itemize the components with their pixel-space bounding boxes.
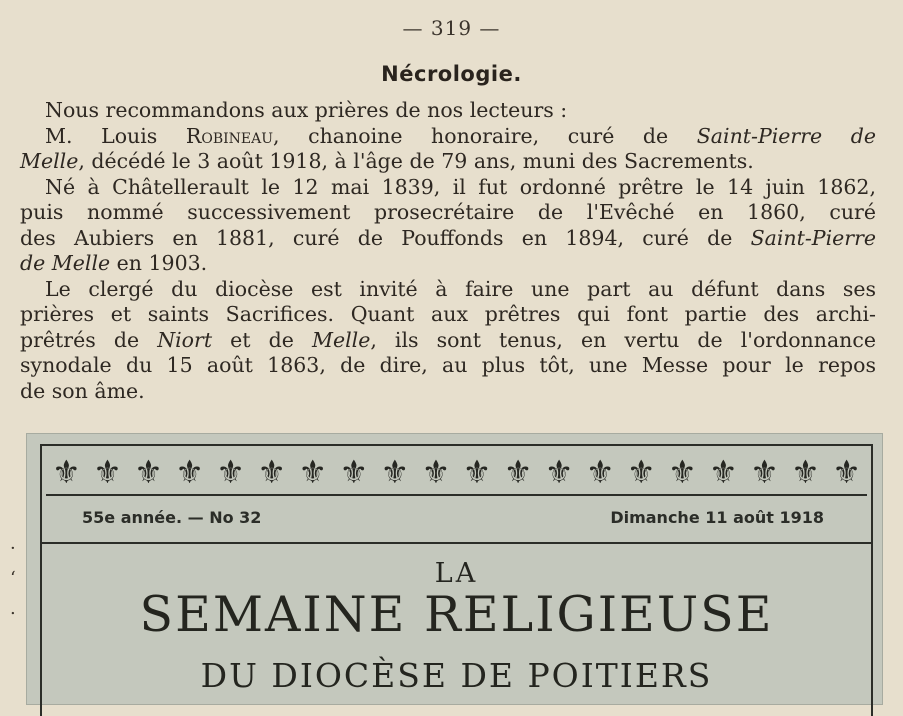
fleur-de-lis-border bbox=[46, 452, 867, 496]
p3-line4: synodale du 15 août 1863, de dire, au plus tôt, une Messe pour le repos bbox=[20, 353, 876, 377]
fleur-de-lis-icon: ⚜ bbox=[339, 453, 369, 491]
intro-line: Nous recommandons aux prières de nos lecteurs : bbox=[45, 98, 568, 122]
publication-subtitle: DU DIOCÈSE DE POITIERS bbox=[200, 656, 713, 695]
fleur-de-lis-icon: ⚜ bbox=[134, 453, 163, 491]
p2-line4: de Melle en 1903. bbox=[20, 251, 208, 275]
issue-info-row bbox=[82, 508, 824, 527]
left-margin-marks: · ‘ . bbox=[10, 538, 16, 619]
header-rule bbox=[42, 542, 871, 544]
article-body bbox=[20, 98, 876, 404]
fleur-de-lis-icon: ⚜ bbox=[462, 453, 492, 491]
fleur-de-lis-icon: ⚜ bbox=[216, 453, 245, 491]
issue-date: Dimanche 11 août 1918 bbox=[610, 508, 824, 527]
fleur-de-lis-icon: ⚜ bbox=[626, 453, 656, 491]
fleur-de-lis-icon: ⚜ bbox=[709, 453, 738, 491]
page-number: — 319 — bbox=[402, 16, 501, 40]
issue-number: 55e année. — No 32 bbox=[82, 508, 262, 527]
p3-line3: prêtrés de Niort et de Melle, ils sont tenus, en vertu de l'ordonnance bbox=[20, 327, 876, 352]
publication-title: SEMAINE RELIGIEUSE bbox=[139, 586, 774, 643]
fleur-de-lis-icon: ⚜ bbox=[832, 453, 861, 491]
fleur-de-lis-icon: ⚜ bbox=[791, 453, 820, 491]
p1-line2: Melle, décédé le 3 août 1918, à l'âge de 79 ans, muni des Sacrements. bbox=[20, 149, 754, 173]
fleur-de-lis-icon: ⚜ bbox=[93, 453, 122, 491]
p3-line5: de son âme. bbox=[20, 378, 145, 403]
p3-line2: prières et saints Sacrifices. Quant aux prêtres qui font partie des archi- bbox=[20, 302, 876, 326]
p3-line1: Le clergé du diocèse est invité à faire une part au défunt dans ses bbox=[45, 276, 876, 301]
publication-article: LA bbox=[434, 558, 479, 589]
fleur-de-lis-icon: ⚜ bbox=[421, 453, 451, 491]
p2-line1: Né à Châtellerault le 12 mai 1839, il fut ordonné prêtre le 14 juin 1862, bbox=[45, 174, 876, 199]
fleur-de-lis-icon: ⚜ bbox=[175, 453, 204, 491]
fleur-de-lis-icon: ⚜ bbox=[298, 453, 328, 491]
fleur-de-lis-icon: ⚜ bbox=[257, 453, 286, 491]
fleur-de-lis-icon: ⚜ bbox=[380, 453, 410, 491]
clipping-frame bbox=[40, 444, 873, 716]
p2-line3: des Aubiers en 1881, curé de Pouffonds en 1894, curé de Saint-Pierre bbox=[20, 225, 876, 250]
fleur-de-lis-icon: ⚜ bbox=[544, 453, 574, 491]
fleur-de-lis-icon: ⚜ bbox=[52, 453, 81, 491]
p1-line1: M. Louis Robineau, chanoine honoraire, curé de Saint-Pierre de bbox=[45, 123, 876, 148]
fleur-de-lis-icon: ⚜ bbox=[585, 453, 615, 491]
deceased-name: Robineau bbox=[185, 123, 274, 148]
fleur-de-lis-icon: ⚜ bbox=[750, 453, 779, 491]
fleur-de-lis-icon: ⚜ bbox=[503, 453, 533, 491]
fleur-de-lis-icon: ⚜ bbox=[667, 453, 697, 491]
section-title: Nécrologie. bbox=[381, 62, 522, 86]
p2-line2: puis nommé successivement prosecrétaire de l'Evêché en 1860, curé bbox=[20, 200, 876, 224]
newspaper-clipping bbox=[27, 434, 882, 704]
